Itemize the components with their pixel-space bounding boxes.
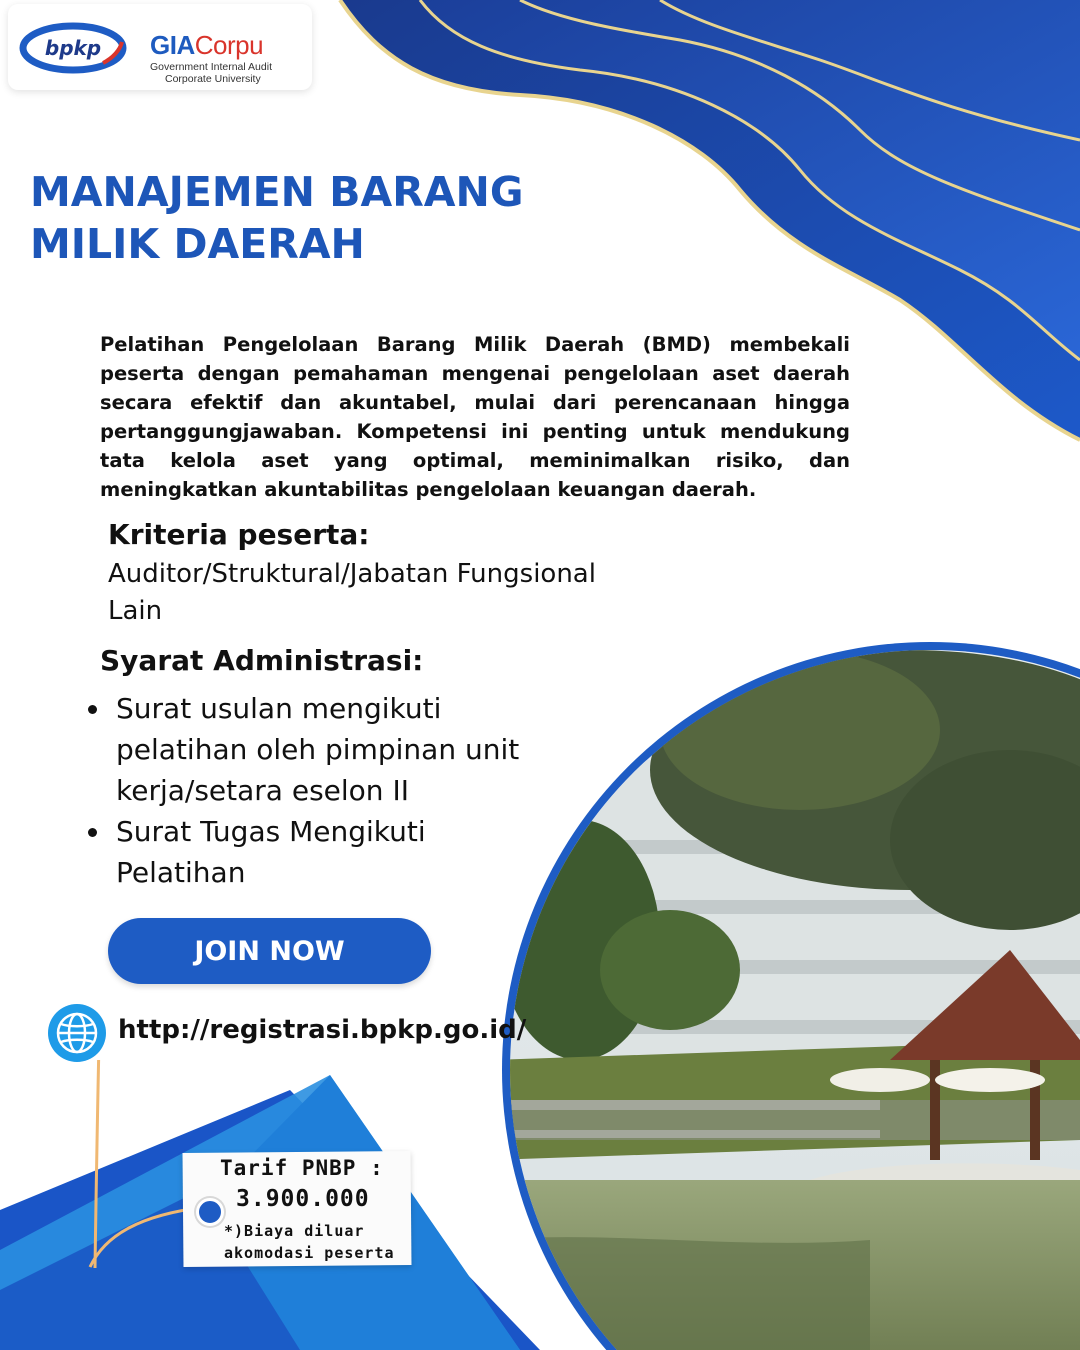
syarat-list <box>82 688 562 893</box>
description-paragraph: Pelatihan Pengelolaan Barang Milik Daerah (BMD) membekali peserta dengan pemahaman mengenai pengelolaan aset daerah secara efektif dan akuntabel, mulai dari perencanaan hingga pertanggungjawaban. Kompetensi ini penting untuk mendukung tata kelola aset yang optimal, meminimalkan risiko, dan meningkatkan akuntabilitas pengelolaan keuangan daerah. <box>100 333 850 501</box>
page-title <box>30 166 630 270</box>
tag-hole-icon <box>196 1198 224 1226</box>
tarif-note-line2: akomodasi peserta <box>224 1244 395 1262</box>
list-item <box>82 688 562 811</box>
gia-subtitle-line1: Government Internal Audit <box>150 61 272 73</box>
criteria-heading: Kriteria peserta: <box>108 518 370 551</box>
gia-bold: GIA <box>150 30 195 60</box>
garden-pond-photo <box>490 640 1080 1350</box>
bpkp-logo <box>18 18 128 78</box>
tarif-note-line1: *)Biaya diluar <box>224 1222 365 1240</box>
list-item-text: Surat usulan mengikuti pelatihan oleh pimpinan unit kerja/setara eselon II <box>116 692 520 807</box>
join-now-button[interactable]: JOIN NOW <box>108 918 431 984</box>
bpkp-text: bpkp <box>44 36 102 60</box>
syarat-heading: Syarat Administrasi: <box>100 644 424 677</box>
globe-icon <box>47 1003 107 1063</box>
title-line2: MILIK DAERAH <box>30 220 365 268</box>
tarif-value: 3.900.000 <box>236 1186 370 1212</box>
bullet-icon <box>88 828 97 837</box>
registration-link[interactable]: http://registrasi.bpkp.go.id/ <box>118 1015 527 1045</box>
list-item-text: Surat Tugas Mengikuti Pelatihan <box>116 815 426 889</box>
gia-light: Corpu <box>194 30 264 60</box>
gia-corpu-logo-text <box>150 30 263 61</box>
tarif-label: Tarif PNBP : <box>220 1156 384 1180</box>
bullet-icon <box>88 705 97 714</box>
gia-subtitle-line2: Corporate University <box>165 73 261 85</box>
list-item <box>82 811 562 893</box>
criteria-text: Auditor/Struktural/Jabatan Fungsional Lain <box>108 559 596 626</box>
title-line1: MANAJEMEN BARANG <box>30 168 524 216</box>
